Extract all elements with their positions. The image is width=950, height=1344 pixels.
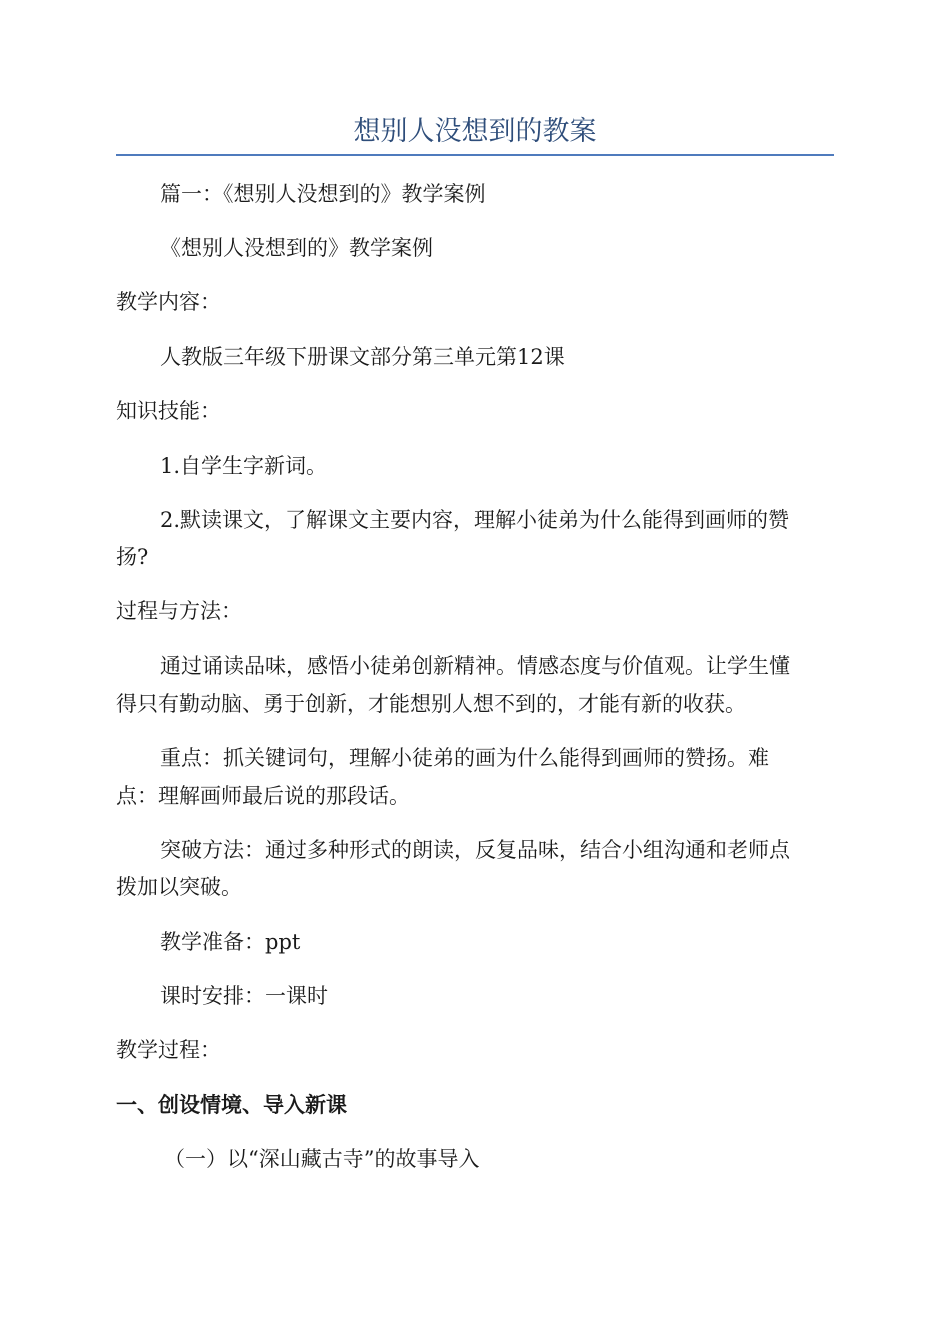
process-text-cont: 得只有勤动脑、勇于创新，才能想别人想不到的，才能有新的收获。 <box>116 692 746 716</box>
teaching-preparation: 教学准备：ppt <box>160 930 301 954</box>
teaching-content-text: 人教版三年级下册课文部分第三单元第12课 <box>160 345 565 369</box>
section-heading: 篇一：《想别人没想到的》教学案例 <box>160 182 486 206</box>
label-teaching-process: 教学过程： <box>116 1038 221 1062</box>
skill-item-2-cont: 扬? <box>116 545 149 569</box>
step-subitem-1: （一）以“深山藏古寺”的故事导入 <box>164 1147 480 1171</box>
label-teaching-content: 教学内容： <box>116 290 221 314</box>
step-heading-1: 一、创设情境、导入新课 <box>116 1093 347 1117</box>
label-knowledge-skills: 知识技能： <box>116 399 221 423</box>
skill-item-1: 1.自学生字新词。 <box>160 454 328 478</box>
breakthrough-text: 突破方法：通过多种形式的朗读，反复品味，结合小组沟通和老师点 <box>160 838 790 862</box>
breakthrough-text-cont: 拨加以突破。 <box>116 875 242 899</box>
key-points-text-cont: 点：理解画师最后说的那段话。 <box>116 784 410 808</box>
process-text: 通过诵读品味，感悟小徒弟创新精神。情感态度与价值观。让学生懂 <box>160 654 790 678</box>
label-process-method: 过程与方法： <box>116 599 242 623</box>
document-title: 想别人没想到的教案 <box>353 116 597 147</box>
key-points-text: 重点：抓关键词句，理解小徒弟的画为什么能得到画师的赞扬。难 <box>160 746 769 770</box>
case-title: 《想别人没想到的》教学案例 <box>160 236 433 260</box>
class-schedule: 课时安排：一课时 <box>160 984 328 1008</box>
title-underline <box>116 154 834 156</box>
skill-item-2: 2.默读课文，了解课文主要内容，理解小徒弟为什么能得到画师的赞 <box>160 508 790 532</box>
